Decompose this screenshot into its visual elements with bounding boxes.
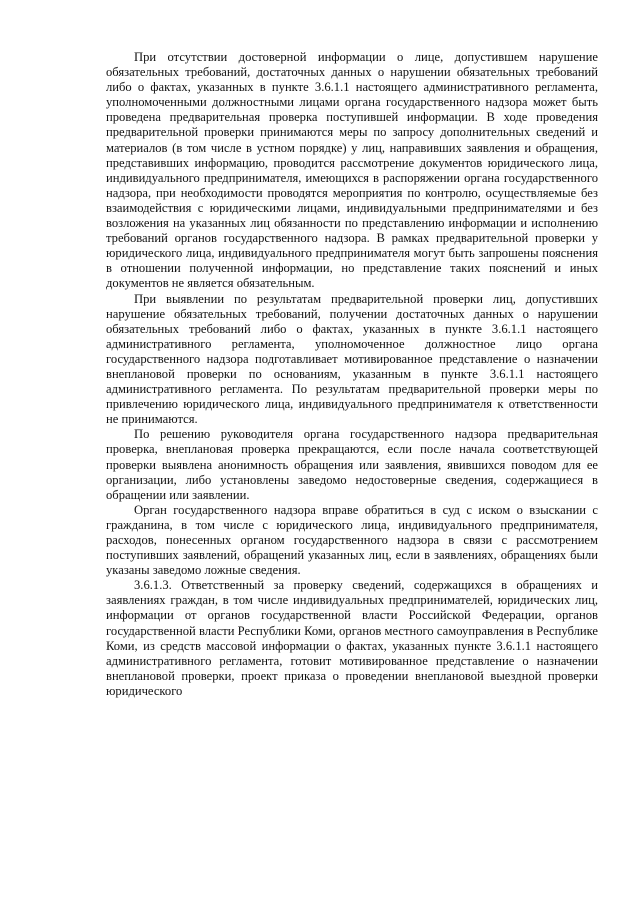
paragraph-violation-found: При выявлении по результатам предварительной проверки лиц, допустивших нарушение обязательных требований, получении достаточных данных о нарушении обязательных требований либо о фактах, указанных в пункте 3.6.1.1 настоящего административного регламента, уполномоченное должностное лицо органа государственного надзора подготавливает мотивированное представление о назначении внеплановой проверки по основаниям, указанным в пункте 3.6.1.1 настоящего административного регламента. По результатам предварительной проверки меры по привлечению юридического лица, индивидуального предпринимателя к ответственности не принимаются. <box>106 291 598 427</box>
document-page <box>106 50 598 699</box>
paragraph-check-termination: По решению руководителя органа государственного надзора предварительная проверка, внеплановая проверка прекращаются, если после начала соответствующей проверки выявлена анонимность обращения или заявления, явившихся поводом для ее организации, либо установлены заведомо недостоверные сведения, содержащиеся в обращении или заявлении. <box>106 427 598 502</box>
paragraph-preliminary-check: При отсутствии достоверной информации о лице, допустившем нарушение обязательных требований, достаточных данных о нарушении обязательных требований либо о фактах, указанных в пункте 3.6.1.1 настоящего административного регламента, уполномоченными должностными лицами органа государственного надзора может быть проведена предварительная проверка поступившей информации. В ходе проведения предварительной проверки принимаются меры по запросу дополнительных сведений и материалов (в том числе в устном порядке) у лиц, направивших заявления и обращения, представивших информацию, проводится рассмотрение документов юридического лица, индивидуального предпринимателя, имеющихся в распоряжении органа государственного надзора, при необходимости проводятся мероприятия по контролю, осуществляемые без взаимодействия с юридическими лицами, индивидуальными предпринимателями и без возложения на указанных лиц обязанности по представлению информации и исполнению требований органов государственного надзора. В рамках предварительной проверки у юридического лица, индивидуального предпринимателя могут быть запрошены пояснения в отношении полученной информации, но представление таких пояснений и иных документов не является обязательным. <box>106 50 598 291</box>
paragraph-section-3-6-1-3: 3.6.1.3. Ответственный за проверку сведений, содержащихся в обращениях и заявлениях граждан, в том числе индивидуальных предпринимателей, юридических лиц, информации от органов государственной власти Российской Федерации, органов государственной власти Республики Коми, органов местного самоуправления в Республике Коми, из средств массовой информации о фактах, указанных пункте 3.6.1.1 настоящего административного регламента, готовит мотивированное представление о назначении внеплановой проверки, проект приказа о проведении внеплановой выездной проверки юридического <box>106 578 598 698</box>
paragraph-court-claim: Орган государственного надзора вправе обратиться в суд с иском о взыскании с гражданина, в том числе с юридического лица, индивидуального предпринимателя, расходов, понесенных органом государственного надзора в связи с рассмотрением поступивших заявлений, обращений указанных лиц, если в заявлениях, обращениях были указаны заведомо ложные сведения. <box>106 502 598 578</box>
